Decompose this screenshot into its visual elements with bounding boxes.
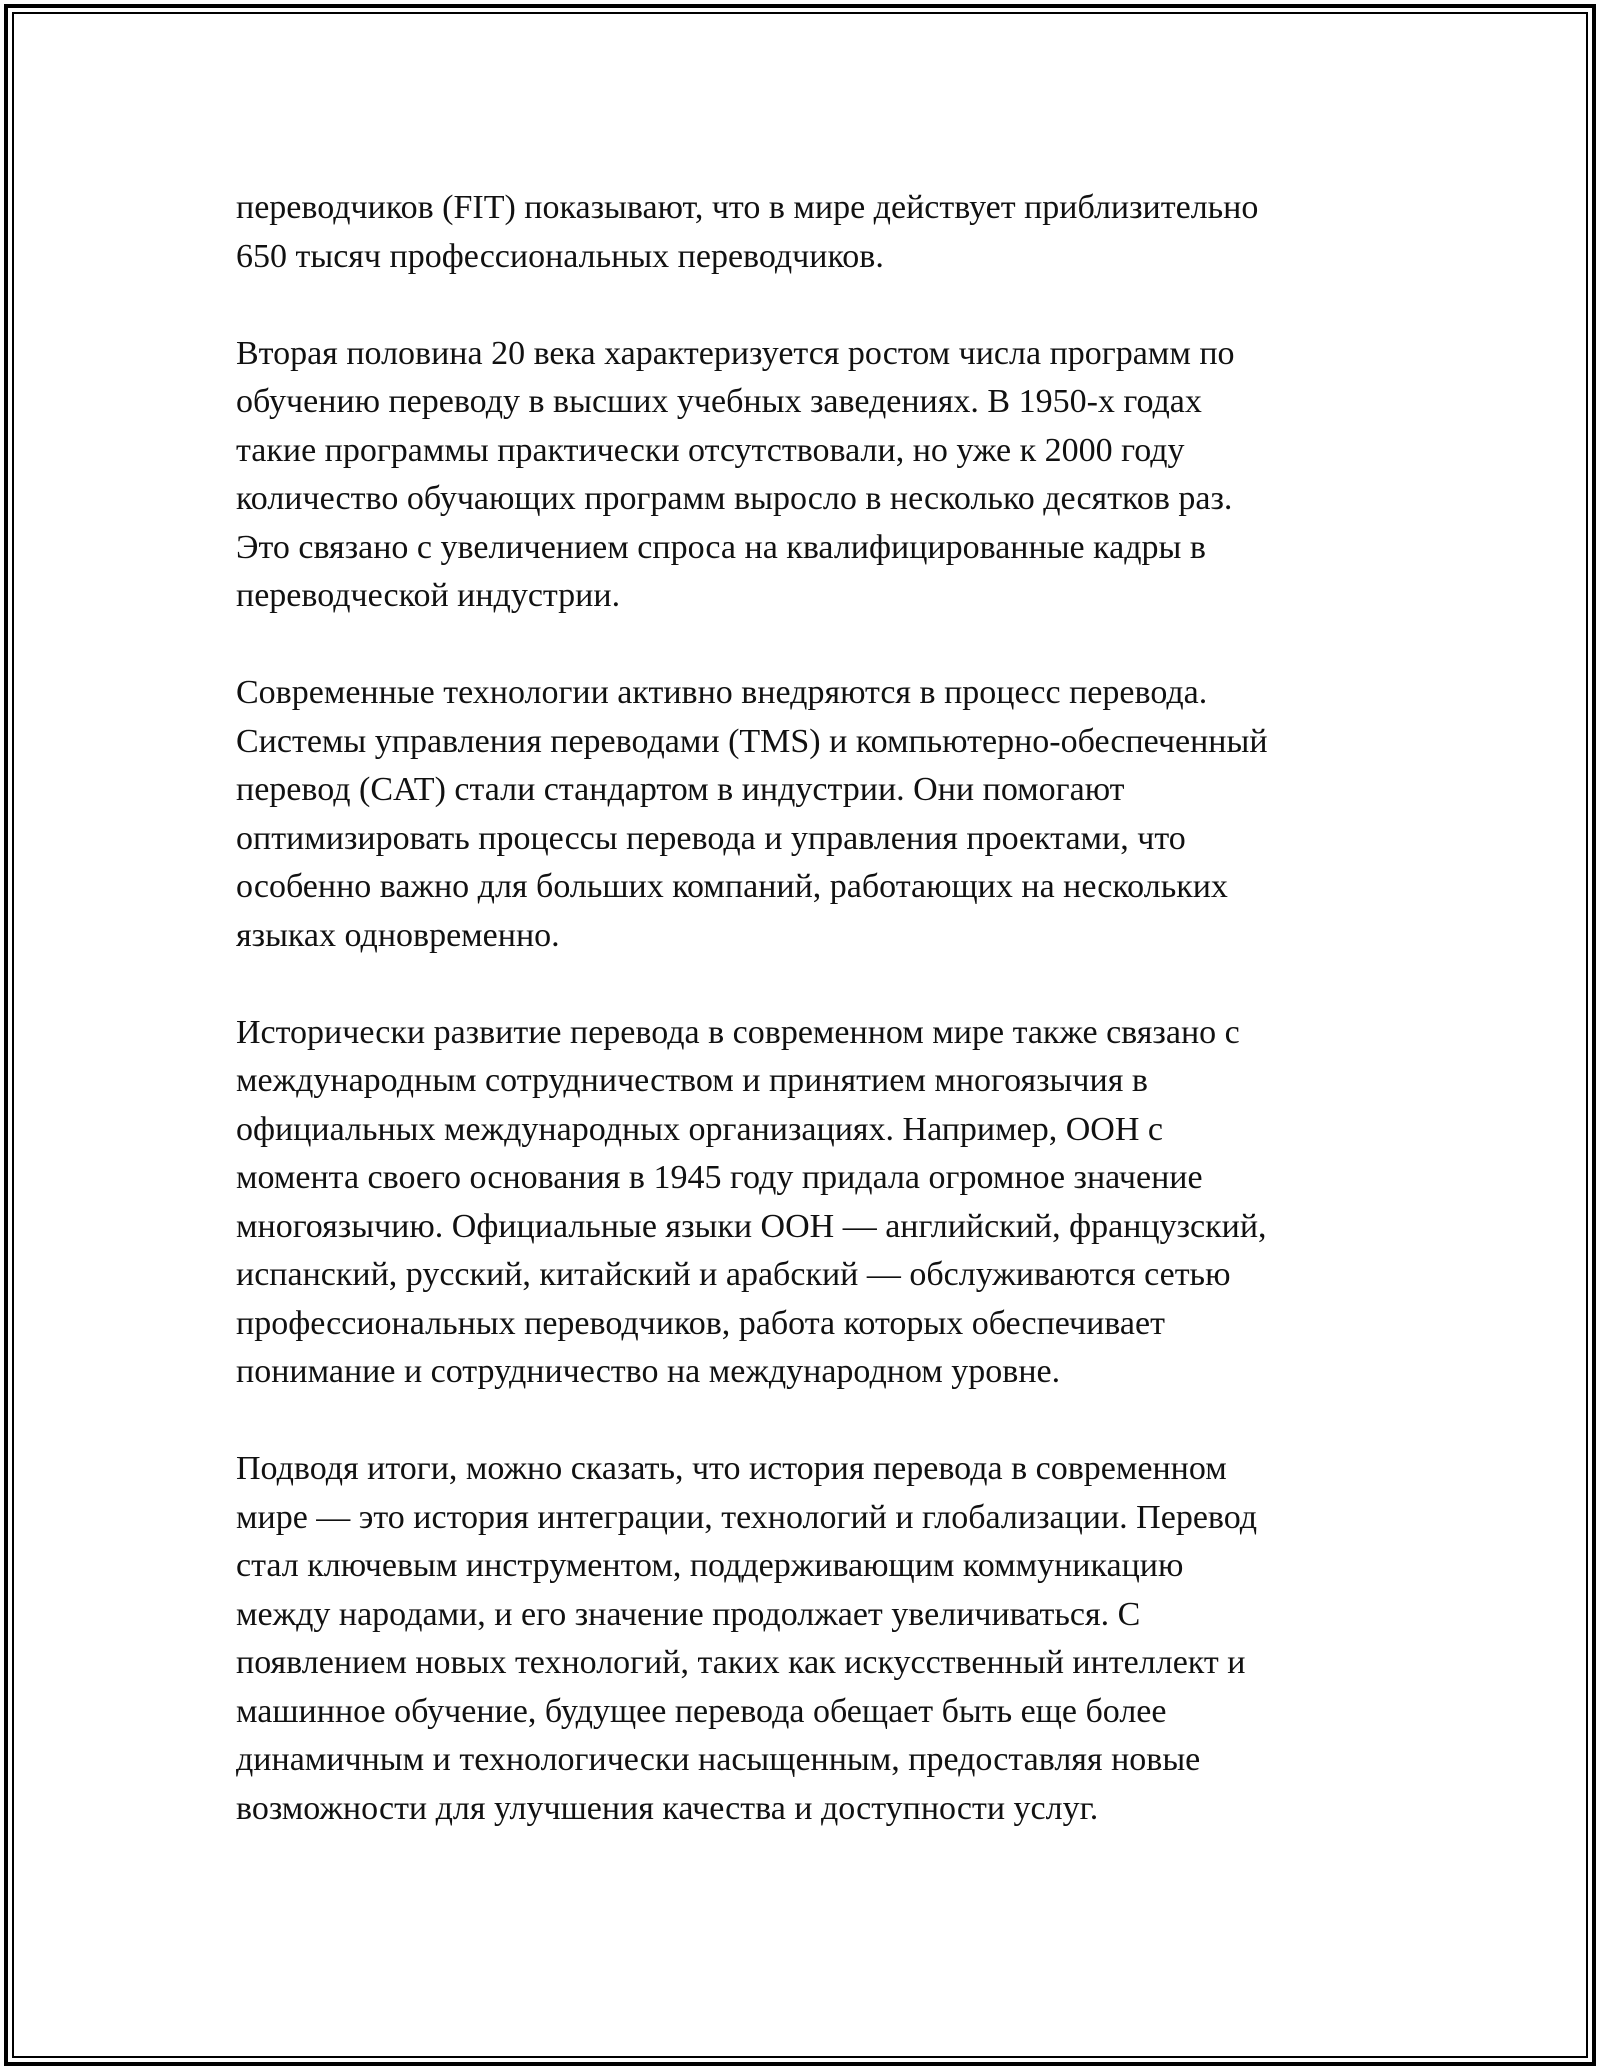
paragraph-4: Исторически развитие перевода в современном мире также связано с международным сотрудничеством и принятием многоязычия в официальных международных организациях. Например, ООН с момента своего основания в 1945 году придала огромное значение многоязычию. Официальные языки ООН — английский, французский, испанский, русский, китайский и арабский — обслуживаются сетью профессиональных переводчиков, работа которых обеспечивает понимание и сотрудничество на международном уровне. [236,1013,1267,1390]
paragraph-1: переводчиков (FIT) показывают, что в мире действует приблизительно 650 тысяч профессиональных переводчиков. [236,189,1259,275]
paragraph-3: Современные технологии активно внедряются в процесс перевода. Системы управления переводами (TMS) и компьютерно-обеспеченный перевод (CAT) стали стандартом в индустрии. Они помогают оптимизировать процессы перевода и управления проектами, что особенно важно для больших компаний, работающих на нескольких языках одновременно. [236,674,1268,954]
paragraph-2: Вторая половина 20 века характеризуется ростом числа программ по обучению переводу в высших учебных заведениях. В 1950-х годах такие программы практически отсутствовали, но уже к 2000 году количество обучающих программ выросло в несколько десятков раз. Это связано с увеличением спроса на квалифицированные кадры в переводческой индустрии. [236,334,1235,614]
paragraph-5: Подводя итоги, можно сказать, что история перевода в современном мире — это история интеграции, технологий и глобализации. Перевод стал ключевым инструментом, поддерживающим коммуникацию между народами, и его значение продолжает увеличиваться. С появлением новых технологий, таких как искусственный интеллект и машинное обучение, будущее перевода обещает быть еще более динамичным и технологически насыщенным, предоставляя новые возможности для улучшения качества и доступности услуг. [236,1450,1258,1827]
document-body [236,184,1366,1833]
